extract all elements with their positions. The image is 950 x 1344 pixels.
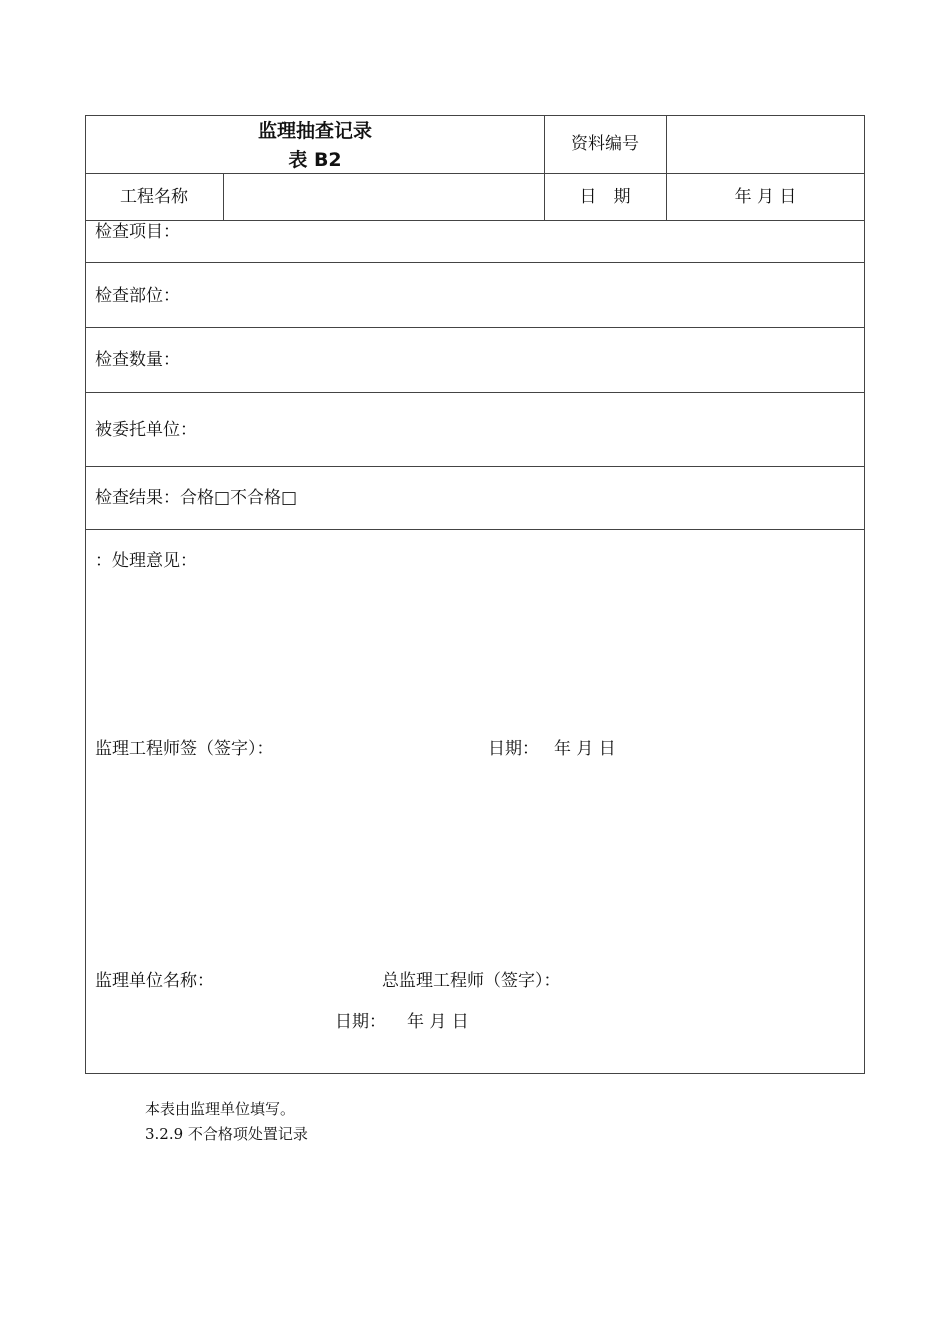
project-name-field[interactable] — [233, 187, 533, 207]
doc-no-label: 资料编号 — [571, 134, 639, 154]
engineer-date-label: 日期： — [488, 739, 539, 759]
column-divider — [223, 173, 224, 221]
table-border-bottom — [85, 1073, 865, 1074]
row-divider — [85, 529, 865, 530]
inspection-result-label: 检查结果：合格□不合格□ — [95, 488, 298, 508]
row-divider — [85, 220, 865, 221]
row-divider — [85, 466, 865, 467]
table-border-right — [864, 115, 865, 1074]
chief-date-label: 日期： — [335, 1012, 386, 1032]
date-field[interactable]: 年 月 日 — [734, 187, 797, 207]
entrusted-unit-label: 被委托单位： — [95, 420, 197, 440]
inspection-location-label: 检查部位： — [95, 286, 180, 306]
row-divider — [85, 262, 865, 263]
chief-engineer-signature-label: 总监理工程师（签字）： — [382, 971, 561, 991]
form-title: 监理抽查记录 — [257, 120, 372, 142]
engineer-signature-label: 监理工程师签（签字）： — [95, 739, 274, 759]
table-border-left — [85, 115, 86, 1074]
project-name-label: 工程名称 — [120, 187, 188, 207]
inspection-record-table — [85, 115, 865, 1074]
date-label: 日 期 — [579, 187, 631, 207]
handling-opinion-label: ：处理意见： — [95, 551, 197, 571]
supervision-unit-name-label: 监理单位名称： — [95, 971, 214, 991]
inspection-item-label: 检查项目： — [95, 222, 180, 242]
row-divider — [85, 173, 865, 174]
row-divider — [85, 327, 865, 328]
row-divider — [85, 392, 865, 393]
inspection-quantity-label: 检查数量： — [95, 350, 180, 370]
chief-date-value: 年 月 日 — [407, 1012, 469, 1032]
table-border-top — [85, 115, 865, 116]
next-section-heading: 3.2.9 不合格项处置记录 — [145, 1125, 308, 1143]
form-code: 表 B2 — [288, 149, 342, 171]
engineer-date-value: 年 月 日 — [554, 739, 616, 759]
doc-no-field[interactable] — [675, 134, 855, 154]
footnote-fill-instruction: 本表由监理单位填写。 — [145, 1100, 296, 1118]
